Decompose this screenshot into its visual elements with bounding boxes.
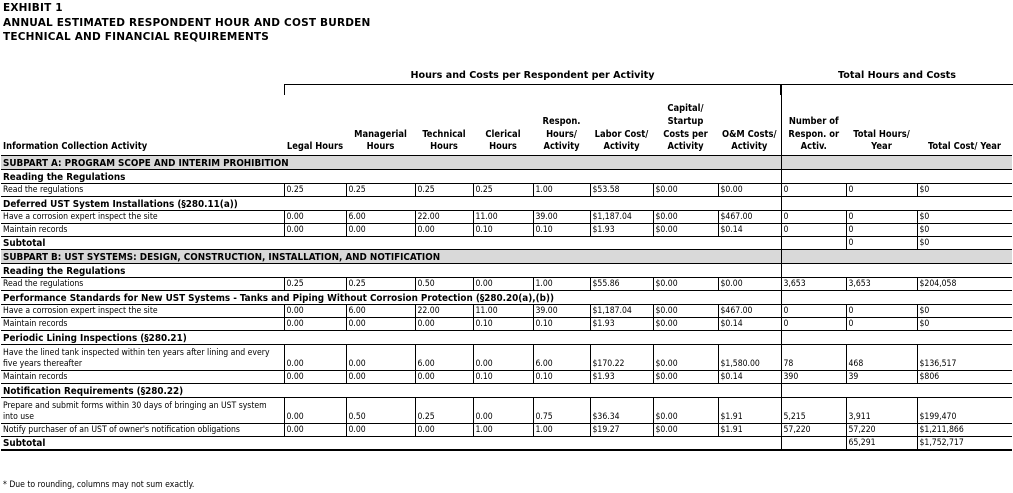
activity-cell: Maintain records xyxy=(1,224,284,237)
value-cell: $0.14 xyxy=(718,318,781,331)
value-cell: 390 xyxy=(781,371,846,384)
subtotal-empty xyxy=(781,437,846,451)
value-cell: 0 xyxy=(781,305,846,318)
value-cell: 0.00 xyxy=(346,424,415,437)
value-cell: 1.00 xyxy=(533,184,590,197)
activity-cell: Read the regulations xyxy=(1,184,284,197)
activity-cell: Have a corrosion expert inspect the site xyxy=(1,305,284,318)
activity-cell: Read the regulations xyxy=(1,278,284,291)
col-header: Managerial Hours xyxy=(354,128,407,153)
value-cell: $467.00 xyxy=(718,305,781,318)
value-cell: 3,911 xyxy=(846,398,917,424)
title-line-2: ANNUAL ESTIMATED RESPONDENT HOUR AND COST BURDEN xyxy=(3,16,371,29)
group-spacer xyxy=(781,197,1012,211)
group-title: Reading the Regulations xyxy=(1,170,781,184)
value-cell: $0.00 xyxy=(653,318,718,331)
table-row xyxy=(1,424,1012,437)
value-cell: 3,653 xyxy=(781,278,846,291)
group-header-row xyxy=(1,264,1012,278)
value-cell: 0.10 xyxy=(473,224,533,237)
value-cell: 0.00 xyxy=(284,211,346,224)
value-cell: $0 xyxy=(917,224,1012,237)
activity-cell: Have a corrosion expert inspect the site xyxy=(1,211,284,224)
group-header-row xyxy=(1,291,1012,305)
activity-cell: Maintain records xyxy=(1,318,284,331)
group-title: Deferred UST System Installations (§280.11(a)) xyxy=(1,197,781,211)
value-cell: 0.00 xyxy=(284,318,346,331)
value-cell: 5,215 xyxy=(781,398,846,424)
col-header: Number of Respon. or Activ. xyxy=(781,84,846,156)
value-cell: 11.00 xyxy=(473,211,533,224)
value-cell: $1.91 xyxy=(718,398,781,424)
value-cell: 0 xyxy=(846,224,917,237)
value-cell: 78 xyxy=(781,345,846,371)
value-cell: 1.00 xyxy=(533,424,590,437)
value-cell: $0.00 xyxy=(653,211,718,224)
group-spacer xyxy=(781,384,1012,398)
value-cell: $1.93 xyxy=(590,224,653,237)
value-cell: 1.00 xyxy=(473,424,533,437)
subtotal-label: Subtotal xyxy=(1,237,781,250)
table-row xyxy=(1,305,1012,318)
value-cell: 0.00 xyxy=(346,224,415,237)
table-row xyxy=(1,371,1012,384)
col-header: Clerical Hours xyxy=(485,128,521,153)
value-cell: 0.00 xyxy=(284,424,346,437)
value-cell: 39.00 xyxy=(533,211,590,224)
value-cell: $1.93 xyxy=(590,318,653,331)
group-title: Periodic Lining Inspections (§280.21) xyxy=(1,331,781,345)
value-cell: 6.00 xyxy=(346,305,415,318)
value-cell: 22.00 xyxy=(415,305,473,318)
group-header-row xyxy=(1,170,1012,184)
value-cell: $1.91 xyxy=(718,424,781,437)
subtotal-hours: 65,291 xyxy=(846,437,917,451)
activity-cell: Prepare and submit forms within 30 days of bringing an UST system into use xyxy=(1,398,284,424)
value-cell: 0.25 xyxy=(473,184,533,197)
subtotal-cost: $1,752,717 xyxy=(917,437,1012,451)
value-cell: $1,580.00 xyxy=(718,345,781,371)
value-cell: $19.27 xyxy=(590,424,653,437)
value-cell: 0.00 xyxy=(415,371,473,384)
value-cell: $136,517 xyxy=(917,345,1012,371)
burden-table xyxy=(1,84,1012,451)
value-cell: 0.75 xyxy=(533,398,590,424)
value-cell: 0.10 xyxy=(533,318,590,331)
value-cell: 0 xyxy=(781,211,846,224)
subtotal-empty xyxy=(781,237,846,250)
value-cell: 39 xyxy=(846,371,917,384)
group-spacer xyxy=(781,331,1012,345)
table-row xyxy=(1,345,1012,371)
value-cell: 0.00 xyxy=(415,424,473,437)
value-cell: $170.22 xyxy=(590,345,653,371)
value-cell: 0.25 xyxy=(284,278,346,291)
activity-cell: Have the lined tank inspected within ten years after lining and every five years thereafter xyxy=(1,345,284,371)
value-cell: $0.00 xyxy=(653,278,718,291)
title-line-3: TECHNICAL AND FINANCIAL REQUIREMENTS xyxy=(3,31,270,43)
value-cell: 0.00 xyxy=(473,398,533,424)
value-cell: 6.00 xyxy=(533,345,590,371)
value-cell: 6.00 xyxy=(346,211,415,224)
group-header-row xyxy=(1,197,1012,211)
value-cell: 57,220 xyxy=(781,424,846,437)
value-cell: $1,187.04 xyxy=(590,305,653,318)
col-header: Labor Cost/ Activity xyxy=(594,128,649,153)
value-cell: 0.00 xyxy=(284,305,346,318)
value-cell: $204,058 xyxy=(917,278,1012,291)
value-cell: $0.14 xyxy=(718,371,781,384)
group-title: Notification Requirements (§280.22) xyxy=(1,384,781,398)
section-title: SUBPART A: PROGRAM SCOPE AND INTERIM PROHIBITION xyxy=(1,156,781,170)
value-cell: 0.10 xyxy=(473,371,533,384)
value-cell: 0.10 xyxy=(473,318,533,331)
value-cell: 0.25 xyxy=(415,184,473,197)
section-spacer xyxy=(781,250,1012,264)
section-header-row xyxy=(1,250,1012,264)
value-cell: $1,211,866 xyxy=(917,424,1012,437)
value-cell: $0.00 xyxy=(653,398,718,424)
value-cell: $1,187.04 xyxy=(590,211,653,224)
value-cell: 0.00 xyxy=(346,318,415,331)
value-cell: 3,653 xyxy=(846,278,917,291)
value-cell: 0.00 xyxy=(473,278,533,291)
value-cell: 0 xyxy=(781,224,846,237)
value-cell: 0.00 xyxy=(415,224,473,237)
col-header: O&M Costs/ Activity xyxy=(721,128,777,153)
value-cell: $0.00 xyxy=(653,371,718,384)
col-header: Legal Hours xyxy=(286,141,344,153)
value-cell: 0 xyxy=(846,184,917,197)
value-cell: $0.00 xyxy=(653,184,718,197)
col-header: Total Cost/ Year xyxy=(927,141,1002,153)
value-cell: 0.00 xyxy=(284,398,346,424)
subtotal-hours: 0 xyxy=(846,237,917,250)
table-row xyxy=(1,318,1012,331)
activity-cell: Maintain records xyxy=(1,371,284,384)
value-cell: $36.34 xyxy=(590,398,653,424)
value-cell: 0 xyxy=(846,211,917,224)
col-header: Respon. Hours/ Activity xyxy=(542,115,581,153)
footnote: * Due to rounding, columns may not sum exactly. xyxy=(3,480,195,490)
section-header-row xyxy=(1,156,1012,170)
table-row xyxy=(1,278,1012,291)
subtotal-row xyxy=(1,237,1012,250)
group-title: Performance Standards for New UST Systems - Tanks and Piping Without Corrosion Protection (§280.20(a),(b)) xyxy=(1,291,781,305)
value-cell: 11.00 xyxy=(473,305,533,318)
value-cell: $1.93 xyxy=(590,371,653,384)
value-cell: 0.25 xyxy=(346,278,415,291)
value-cell: 0 xyxy=(781,184,846,197)
value-cell: 0 xyxy=(846,318,917,331)
table-row xyxy=(1,184,1012,197)
value-cell: 0.00 xyxy=(284,224,346,237)
activity-cell: Notify purchaser of an UST of owner's notification obligations xyxy=(1,424,284,437)
col-header: Capital/ Startup Costs per Activity xyxy=(663,103,708,153)
value-cell: 57,220 xyxy=(846,424,917,437)
value-cell: 468 xyxy=(846,345,917,371)
group-header-row xyxy=(1,384,1012,398)
subtotal-cost: $0 xyxy=(917,237,1012,250)
value-cell: $0 xyxy=(917,305,1012,318)
group-title: Reading the Regulations xyxy=(1,264,781,278)
value-cell: $199,470 xyxy=(917,398,1012,424)
group-spacer xyxy=(781,291,1012,305)
value-cell: $0 xyxy=(917,211,1012,224)
subtotal-label: Subtotal xyxy=(1,437,781,451)
value-cell: $0.00 xyxy=(653,345,718,371)
totals-group-header: Total Hours and Costs xyxy=(838,70,956,81)
value-cell: 0.00 xyxy=(473,345,533,371)
col-header: Technical Hours xyxy=(422,128,466,153)
group-header-row xyxy=(1,331,1012,345)
value-cell: 0.00 xyxy=(346,371,415,384)
column-header-row xyxy=(1,84,1012,156)
value-cell: $0.14 xyxy=(718,224,781,237)
value-cell: 39.00 xyxy=(533,305,590,318)
value-cell: 0 xyxy=(781,318,846,331)
section-spacer xyxy=(781,156,1012,170)
table-row xyxy=(1,398,1012,424)
col-header: Information Collection Activity xyxy=(3,141,148,153)
group-spacer xyxy=(781,264,1012,278)
section-title: SUBPART B: UST SYSTEMS: DESIGN, CONSTRUCTION, INSTALLATION, AND NOTIFICATION xyxy=(1,250,781,264)
subtotal-row xyxy=(1,437,1012,451)
value-cell: 1.00 xyxy=(533,278,590,291)
table-row xyxy=(1,224,1012,237)
value-cell: $0 xyxy=(917,318,1012,331)
value-cell: 0.00 xyxy=(284,345,346,371)
value-cell: 0.25 xyxy=(284,184,346,197)
table-row xyxy=(1,211,1012,224)
value-cell: 0.10 xyxy=(533,371,590,384)
value-cell: $0.00 xyxy=(653,424,718,437)
col-header: Total Hours/ Year xyxy=(853,128,910,153)
value-cell: $0.00 xyxy=(718,184,781,197)
value-cell: 0.25 xyxy=(415,398,473,424)
title-line-1: EXHIBIT 1 xyxy=(3,2,63,14)
value-cell: 0.00 xyxy=(284,371,346,384)
exhibit-title xyxy=(3,1,371,45)
value-cell: $806 xyxy=(917,371,1012,384)
value-cell: 0.25 xyxy=(346,184,415,197)
value-cell: $53.58 xyxy=(590,184,653,197)
value-cell: 0.00 xyxy=(415,318,473,331)
value-cell: 0.10 xyxy=(533,224,590,237)
value-cell: 22.00 xyxy=(415,211,473,224)
value-cell: $0.00 xyxy=(653,224,718,237)
value-cell: 0 xyxy=(846,305,917,318)
value-cell: $0.00 xyxy=(718,278,781,291)
value-cell: $467.00 xyxy=(718,211,781,224)
group-spacer xyxy=(781,170,1012,184)
value-cell: 0.00 xyxy=(346,345,415,371)
per-respondent-group-header: Hours and Costs per Respondent per Activity xyxy=(410,70,655,81)
value-cell: $55.86 xyxy=(590,278,653,291)
value-cell: 6.00 xyxy=(415,345,473,371)
value-cell: 0.50 xyxy=(346,398,415,424)
value-cell: $0.00 xyxy=(653,305,718,318)
value-cell: 0.50 xyxy=(415,278,473,291)
value-cell: $0 xyxy=(917,184,1012,197)
